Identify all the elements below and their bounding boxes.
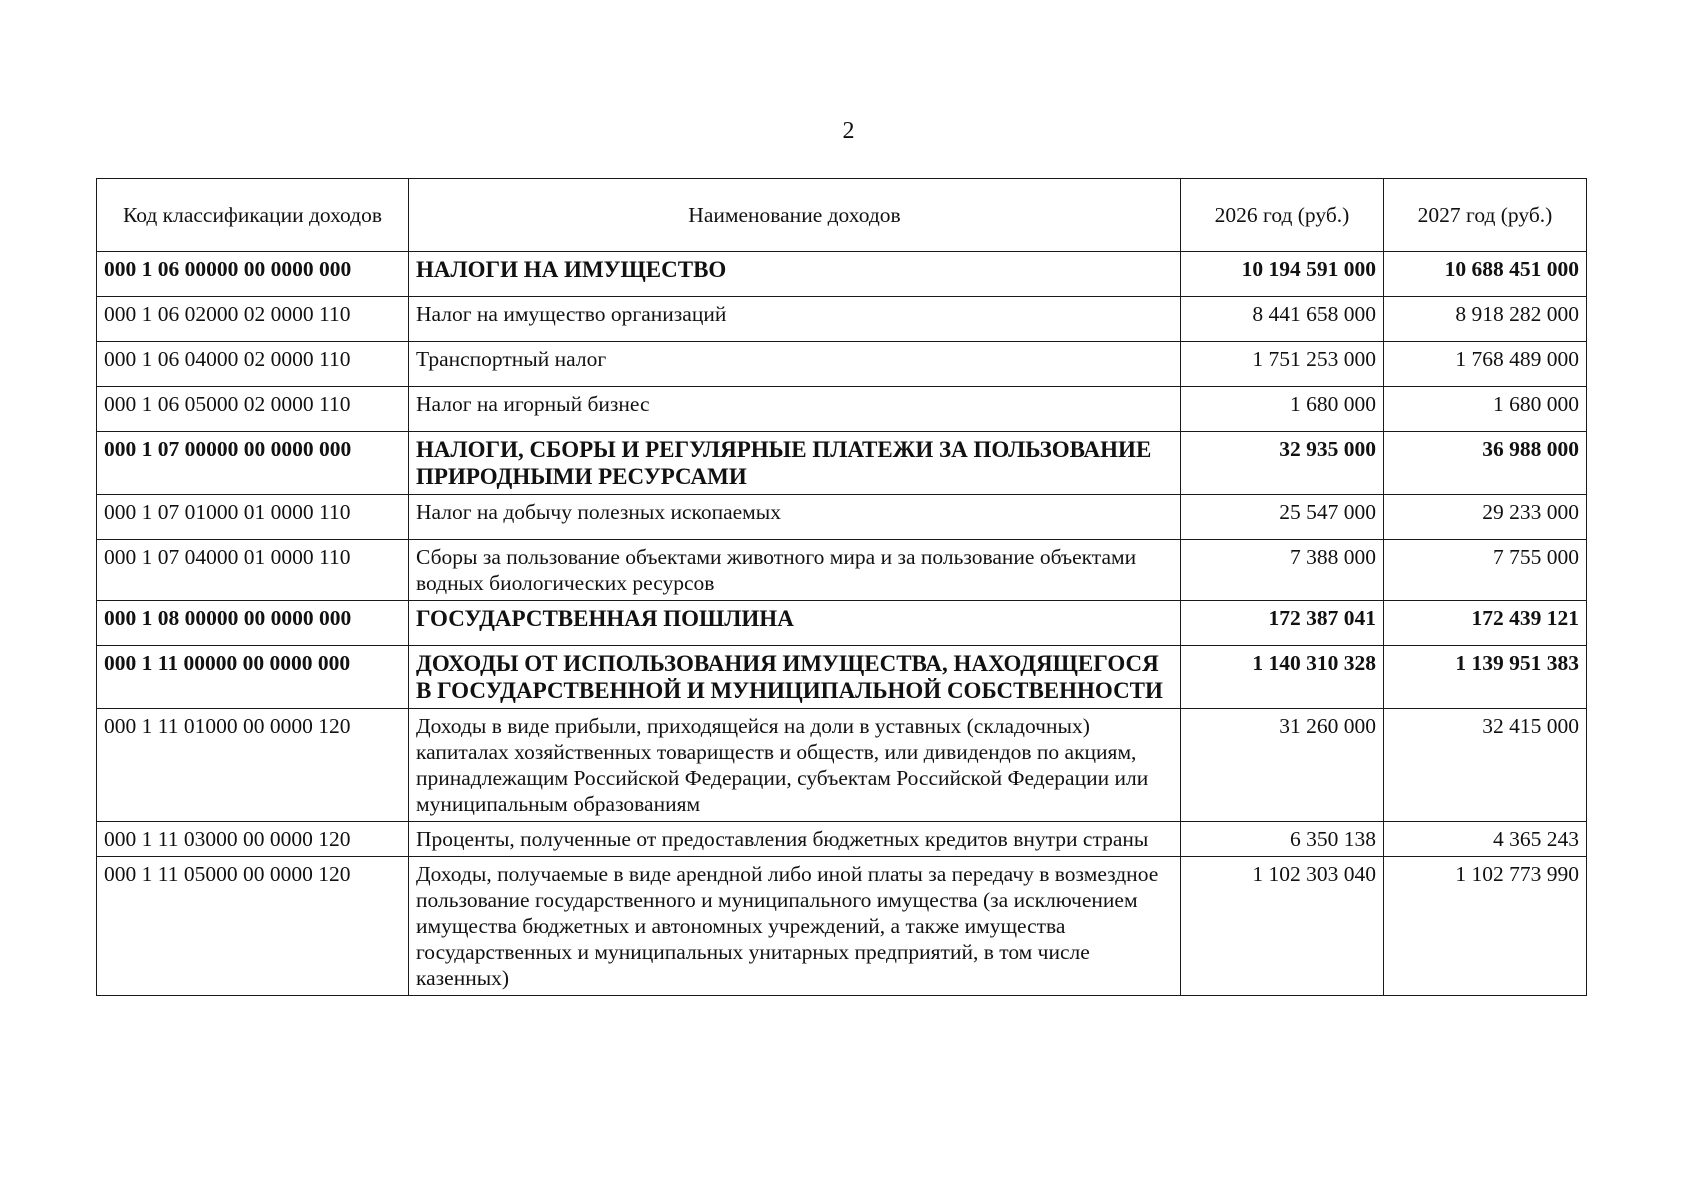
row-name: Налог на игорный бизнес [409, 387, 1181, 432]
table-row [97, 709, 1587, 822]
table-row [97, 646, 1587, 709]
row-value-2026: 1 102 303 040 [1181, 857, 1384, 996]
row-value-2026: 1 751 253 000 [1181, 342, 1384, 387]
row-value-2027: 1 768 489 000 [1384, 342, 1587, 387]
row-name: НАЛОГИ НА ИМУЩЕСТВО [409, 252, 1181, 297]
row-code: 000 1 11 03000 00 0000 120 [97, 822, 409, 857]
row-code: 000 1 06 05000 02 0000 110 [97, 387, 409, 432]
row-code: 000 1 06 04000 02 0000 110 [97, 342, 409, 387]
table-row [97, 540, 1587, 601]
row-name: ГОСУДАРСТВЕННАЯ ПОШЛИНА [409, 601, 1181, 646]
row-name: Доходы, получаемые в виде арендной либо иной платы за передачу в возмездное пользование государственного и муниципального имущества (за исключением имущества бюджетных и автономных учреждений, а также имущества государственных и муниципальных унитарных предприятий, в том числе казенных) [409, 857, 1181, 996]
header-name: Наименование доходов [409, 179, 1181, 252]
row-value-2026: 172 387 041 [1181, 601, 1384, 646]
table-row [97, 601, 1587, 646]
row-value-2026: 25 547 000 [1181, 495, 1384, 540]
table-row [97, 297, 1587, 342]
row-code: 000 1 07 01000 01 0000 110 [97, 495, 409, 540]
row-name: Проценты, полученные от предоставления бюджетных кредитов внутри страны [409, 822, 1181, 857]
table-header-row [97, 179, 1587, 252]
table-row [97, 822, 1587, 857]
table-row [97, 432, 1587, 495]
row-value-2027: 4 365 243 [1384, 822, 1587, 857]
row-code: 000 1 07 04000 01 0000 110 [97, 540, 409, 601]
row-name: Сборы за пользование объектами животного мира и за пользование объектами водных биологических ресурсов [409, 540, 1181, 601]
row-value-2026: 31 260 000 [1181, 709, 1384, 822]
row-value-2027: 1 139 951 383 [1384, 646, 1587, 709]
row-code: 000 1 11 01000 00 0000 120 [97, 709, 409, 822]
row-value-2027: 8 918 282 000 [1384, 297, 1587, 342]
row-value-2027: 1 102 773 990 [1384, 857, 1587, 996]
header-year-2027: 2027 год (руб.) [1384, 179, 1587, 252]
row-code: 000 1 07 00000 00 0000 000 [97, 432, 409, 495]
header-year-2026: 2026 год (руб.) [1181, 179, 1384, 252]
row-code: 000 1 06 00000 00 0000 000 [97, 252, 409, 297]
table-row [97, 857, 1587, 996]
row-value-2026: 1 140 310 328 [1181, 646, 1384, 709]
row-value-2026: 1 680 000 [1181, 387, 1384, 432]
row-name: Транспортный налог [409, 342, 1181, 387]
row-value-2026: 6 350 138 [1181, 822, 1384, 857]
table-row [97, 252, 1587, 297]
row-code: 000 1 11 05000 00 0000 120 [97, 857, 409, 996]
row-value-2027: 32 415 000 [1384, 709, 1587, 822]
row-value-2026: 10 194 591 000 [1181, 252, 1384, 297]
row-name: ДОХОДЫ ОТ ИСПОЛЬЗОВАНИЯ ИМУЩЕСТВА, НАХОДЯЩЕГОСЯ В ГОСУДАРСТВЕННОЙ И МУНИЦИПАЛЬНОЙ СОБСТВЕННОСТИ [409, 646, 1181, 709]
row-name: Налог на имущество организаций [409, 297, 1181, 342]
table-row [97, 387, 1587, 432]
page-number: 2 [842, 118, 855, 144]
table-row [97, 342, 1587, 387]
row-value-2027: 7 755 000 [1384, 540, 1587, 601]
row-value-2026: 7 388 000 [1181, 540, 1384, 601]
row-value-2027: 1 680 000 [1384, 387, 1587, 432]
row-value-2027: 36 988 000 [1384, 432, 1587, 495]
row-name: Доходы в виде прибыли, приходящейся на доли в уставных (складочных) капиталах хозяйственных товариществ и обществ, или дивидендов по акциям, принадлежащим Российской Федерации, субъектам Российской Федерации или муниципальным образованиям [409, 709, 1181, 822]
row-code: 000 1 11 00000 00 0000 000 [97, 646, 409, 709]
row-code: 000 1 08 00000 00 0000 000 [97, 601, 409, 646]
row-value-2026: 32 935 000 [1181, 432, 1384, 495]
row-name: Налог на добычу полезных ископаемых [409, 495, 1181, 540]
row-name: НАЛОГИ, СБОРЫ И РЕГУЛЯРНЫЕ ПЛАТЕЖИ ЗА ПОЛЬЗОВАНИЕ ПРИРОДНЫМИ РЕСУРСАМИ [409, 432, 1181, 495]
row-value-2026: 8 441 658 000 [1181, 297, 1384, 342]
row-value-2027: 172 439 121 [1384, 601, 1587, 646]
revenue-table [96, 178, 1587, 996]
table-row [97, 495, 1587, 540]
row-code: 000 1 06 02000 02 0000 110 [97, 297, 409, 342]
row-value-2027: 10 688 451 000 [1384, 252, 1587, 297]
row-value-2027: 29 233 000 [1384, 495, 1587, 540]
header-code: Код классификации доходов [97, 179, 409, 252]
